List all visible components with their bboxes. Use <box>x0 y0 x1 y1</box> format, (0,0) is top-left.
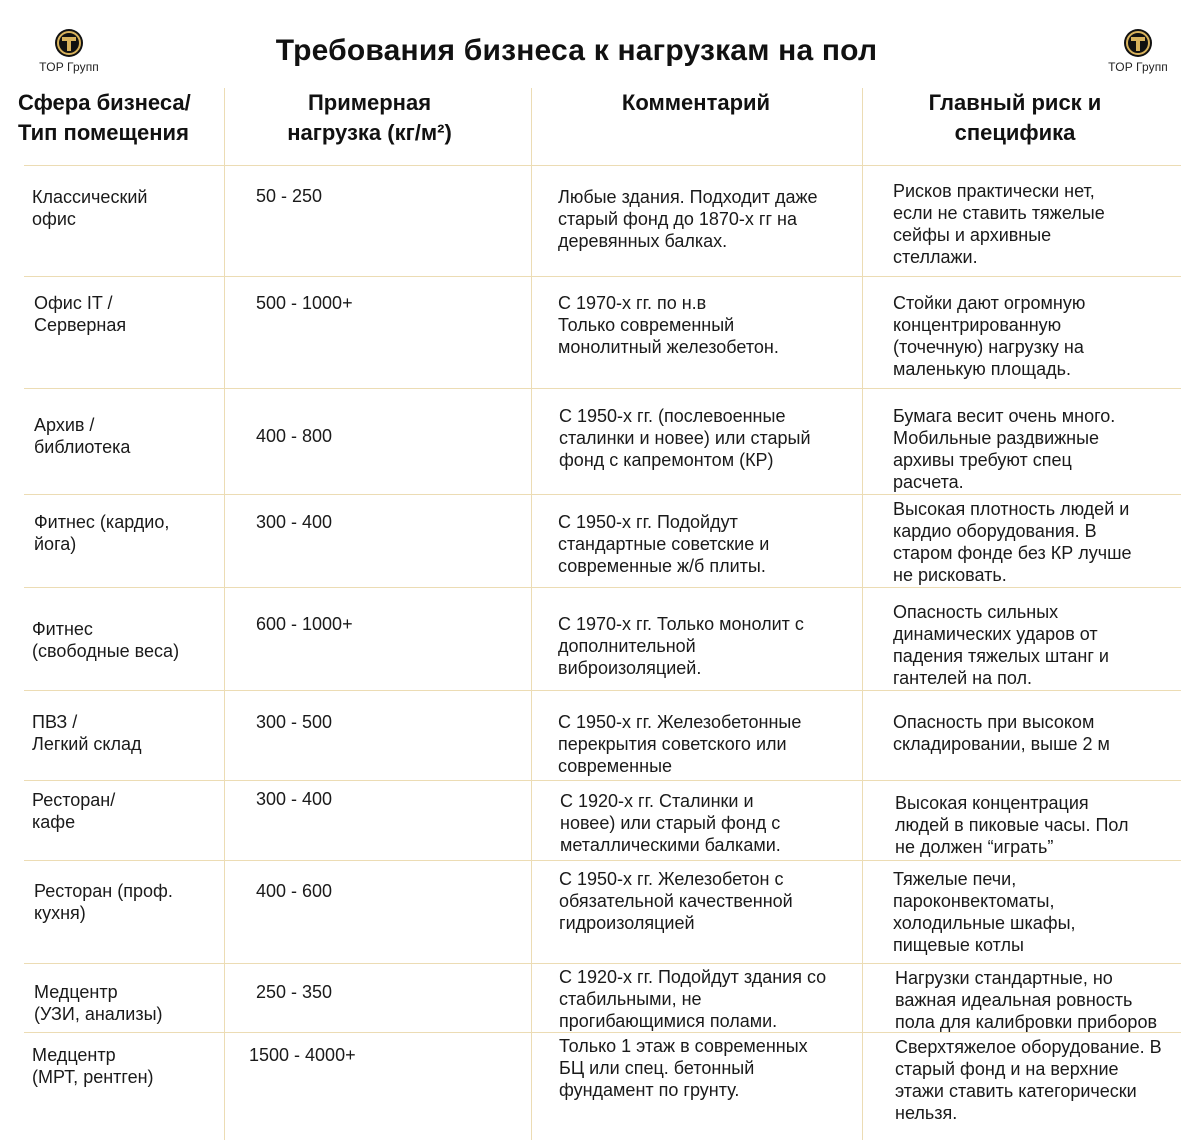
table-cell-load: 50 - 250 <box>256 186 323 206</box>
table-cell-type: Классический офис <box>32 187 148 229</box>
column-divider <box>862 88 863 1140</box>
row-divider <box>24 388 1181 389</box>
table-cell-risk: Рисков практически нет, если не ставить тяжелые сейфы и архивные стеллажи. <box>893 181 1105 267</box>
column-divider <box>531 88 532 1140</box>
table-cell-load: 250 - 350 <box>256 982 333 1002</box>
column-header-business-type: Сфера бизнеса/ Тип помещения <box>18 90 191 145</box>
table-cell-risk: Бумага весит очень много. Мобильные раздвижные архивы требуют спец расчета. <box>893 406 1116 492</box>
table-cell-type: Офис IT / Серверная <box>34 293 127 335</box>
row-divider <box>24 494 1181 495</box>
table-cell-type: Фитнес (свободные веса) <box>32 619 180 661</box>
column-divider <box>224 88 225 1140</box>
table-cell-load: 400 - 600 <box>256 881 333 901</box>
table-cell-load: 500 - 1000+ <box>256 293 353 313</box>
table-cell-type: Фитнес (кардио, йога) <box>34 512 170 554</box>
table-cell-type: Ресторан (проф. кухня) <box>34 881 173 923</box>
table-cell-risk: Высокая концентрация людей в пиковые часы. Пол не должен “играть” <box>895 793 1129 857</box>
column-header-risk: Главный риск и специфика <box>928 90 1102 145</box>
row-divider <box>24 276 1181 277</box>
table-cell-load: 300 - 400 <box>256 789 333 809</box>
table-cell-comment: С 1950-х гг. Подойдут стандартные советские и современные ж/б плиты. <box>558 512 770 576</box>
table-cell-risk: Высокая плотность людей и кардио оборудования. В старом фонде без КР лучше не рисковать. <box>893 499 1132 585</box>
table-cell-risk: Нагрузки стандартные, но важная идеальная ровность пола для калибровки приборов <box>895 968 1158 1032</box>
table-cell-comment: С 1920-х гг. Сталинки и новее) или старый фонд с металлическими балками. <box>560 791 781 855</box>
table-cell-comment: С 1950-х гг. Железобетон с обязательной качественной гидроизоляцией <box>559 869 793 933</box>
table-cell-risk: Тяжелые печи, пароконвектоматы, холодильные шкафы, пищевые котлы <box>893 869 1076 955</box>
table-cell-type: Медцентр (МРТ, рентген) <box>32 1045 154 1087</box>
column-header-load: Примерная нагрузка (кг/м²) <box>287 90 452 145</box>
table-cell-type: Ресторан/ кафе <box>32 790 116 832</box>
table-cell-type: Медцентр (УЗИ, анализы) <box>34 982 163 1024</box>
table-cell-load: 300 - 500 <box>256 712 333 732</box>
row-divider <box>24 165 1181 166</box>
row-divider <box>24 963 1181 964</box>
table-cell-comment: С 1950-х гг. (послевоенные сталинки и новее) или старый фонд с капремонтом (КР) <box>559 406 811 470</box>
table-cell-load: 300 - 400 <box>256 512 333 532</box>
table-cell-risk: Сверхтяжелое оборудование. В старый фонд и на верхние этажи ставить категорически нельзя. <box>895 1037 1162 1123</box>
row-divider <box>24 587 1181 588</box>
column-header-comment: Комментарий <box>621 90 771 115</box>
table-cell-type: ПВЗ / Легкий склад <box>32 712 142 754</box>
table-cell-type: Архив / библиотека <box>34 415 131 457</box>
brand-name: TOP Групп <box>1108 60 1168 74</box>
row-divider <box>24 780 1181 781</box>
table-cell-risk: Опасность сильных динамических ударов от падения тяжелых штанг и гантелей на пол. <box>893 602 1109 688</box>
table-cell-comment: Только 1 этаж в современных БЦ или спец. бетонный фундамент по грунту. <box>559 1036 808 1100</box>
page-title: Требования бизнеса к нагрузкам на пол <box>275 34 878 67</box>
row-divider <box>24 860 1181 861</box>
row-divider <box>24 690 1181 691</box>
table-cell-risk: Опасность при высоком складировании, выше 2 м <box>893 712 1110 754</box>
table-cell-comment: С 1920-х гг. Подойдут здания со стабильными, не прогибающимися полами. <box>559 967 827 1031</box>
table-cell-load: 400 - 800 <box>256 426 333 446</box>
table-cell-load: 600 - 1000+ <box>256 614 353 634</box>
table-cell-comment: С 1970-х гг. по н.в Только современный монолитный железобетон. <box>558 293 779 357</box>
table-cell-comment: Любые здания. Подходит даже старый фонд до 1870-х гг на деревянных балках. <box>558 187 818 251</box>
table-cell-risk: Стойки дают огромную концентрированную (точечную) нагрузку на маленькую площадь. <box>893 293 1086 379</box>
brand-name: TOP Групп <box>39 60 99 74</box>
table-cell-load: 1500 - 4000+ <box>249 1045 356 1065</box>
table-cell-comment: С 1950-х гг. Железобетонные перекрытия советского или современные <box>558 712 802 776</box>
table-cell-comment: С 1970-х гг. Только монолит с дополнительной виброизоляцией. <box>558 614 804 678</box>
